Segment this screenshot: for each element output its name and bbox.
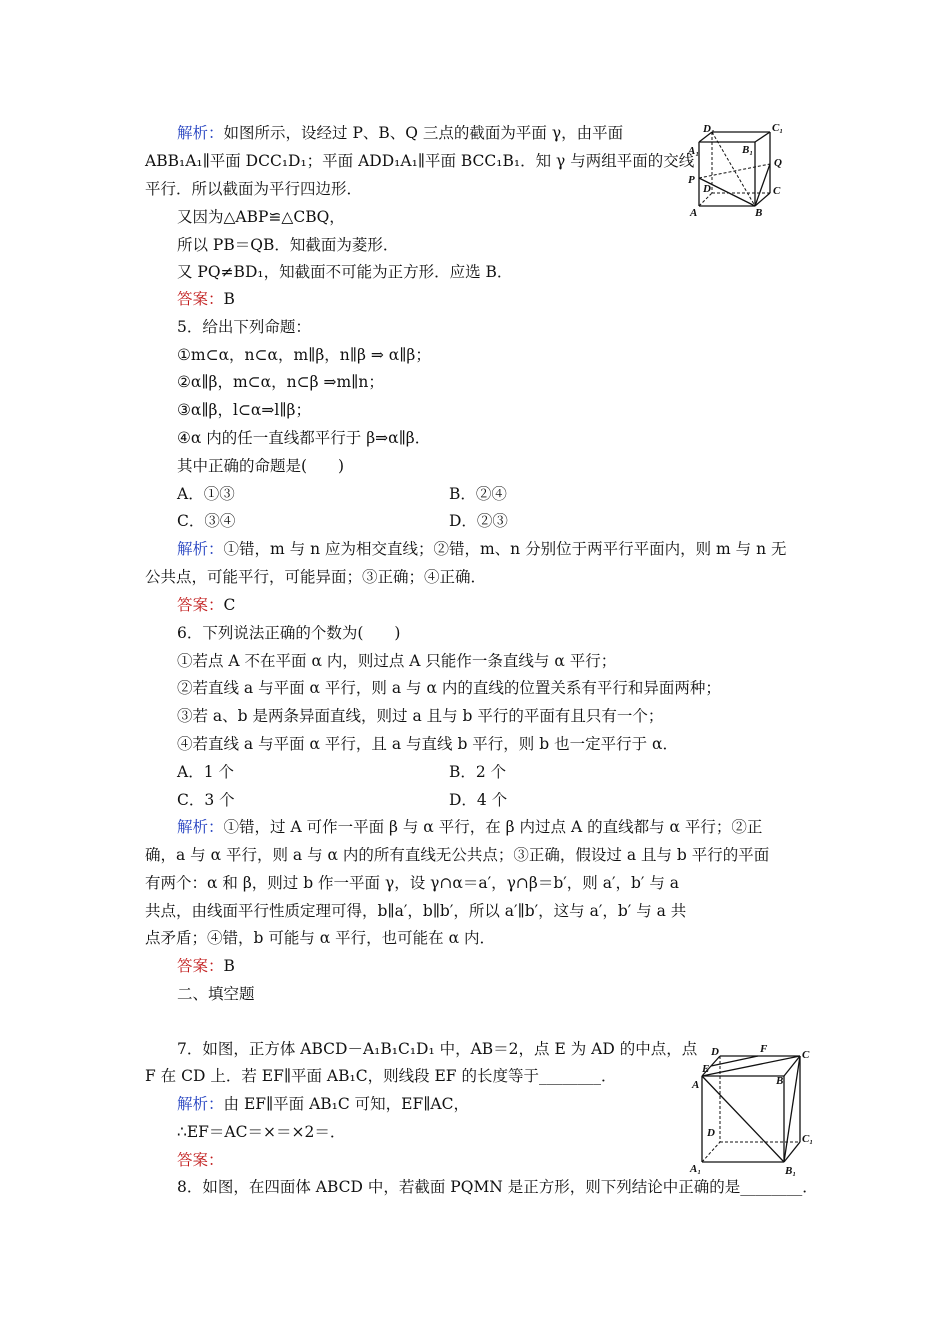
option-b: B．②④ xyxy=(449,485,507,503)
label-f: F xyxy=(760,1043,768,1055)
analysis-line: 确，a 与 α 平行，则 a 与 α 内的所有直线无公共点；③正确，假设过 a 且与 b 平行的平面 xyxy=(145,846,770,864)
label-q: Q xyxy=(774,157,782,169)
statement: ④若直线 a 与平面 α 平行，且 a 与直线 b 平行，则 b 也一定平行于 α． xyxy=(177,735,678,753)
analysis-label: 解析： xyxy=(177,540,224,558)
analysis-line: 有两个：α 和 β，则过 b 作一平面 γ，设 γ∩α＝a′，γ∩β＝b′，则 a′，b′ 与 a xyxy=(145,874,680,892)
label-b1: B₁ xyxy=(785,1165,797,1177)
answer-line xyxy=(177,289,235,309)
label-a1: A₁ xyxy=(690,1163,702,1175)
answer-value: C xyxy=(223,596,236,614)
analysis-line: 平行．所以截面为平行四边形． xyxy=(145,180,363,198)
label-c1: C₁ xyxy=(802,1133,814,1145)
section-heading: 二、填空题 xyxy=(177,985,255,1003)
question-stem: 8．如图，在四面体 ABCD 中，若截面 PQMN 是正方形，则下列结论中正确的是________． xyxy=(177,1178,818,1196)
proposition: ①m⊂α，n⊂α，m∥β，n∥β ⇒ α∥β； xyxy=(177,346,431,364)
analysis-text: ①错，m 与 n 应为相交直线；②错，m、n 分别位于两平行平面内，则 m 与 n 无 xyxy=(223,540,787,558)
question-stem: F 在 CD 上．若 EF∥平面 AB₁C，则线段 EF 的长度等于________． xyxy=(145,1067,617,1085)
answer-label: 答案： xyxy=(177,957,224,975)
option-c: C．③④ xyxy=(177,512,236,530)
question-ask: 其中正确的命题是( ) xyxy=(177,457,345,475)
answer-label: 答案： xyxy=(177,1151,224,1169)
label-d-lower: D xyxy=(707,1127,715,1139)
question-stem: 6．下列说法正确的个数为( ) xyxy=(177,624,401,642)
cube-section-figure xyxy=(686,120,796,220)
analysis-text: 由 EF∥平面 AB₁C 可知，EF∥AC， xyxy=(223,1095,469,1113)
label-a1: A₁ xyxy=(688,145,700,157)
answer-line xyxy=(177,956,235,976)
option-a: A．①③ xyxy=(177,485,235,503)
option-d: D．②③ xyxy=(449,512,508,530)
analysis-line xyxy=(177,123,623,143)
option-a: A．1 个 xyxy=(177,763,234,781)
analysis-label: 解析： xyxy=(177,818,224,836)
cube-ef-figure xyxy=(688,1040,818,1180)
analysis-line: ∴EF＝AC＝×＝×2＝． xyxy=(177,1123,346,1141)
answer-value: B xyxy=(223,290,235,308)
option-c: C．3 个 xyxy=(177,791,235,809)
label-c: C xyxy=(802,1049,810,1061)
proposition: ②α∥β，m⊂α，n⊂β ⇒m∥n； xyxy=(177,373,384,391)
proposition: ③α∥β，l⊂α⇒l∥β； xyxy=(177,401,311,419)
analysis-label: 解析： xyxy=(177,124,224,142)
analysis-line: 点矛盾；④错，b 可能与 α 平行，也可能在 α 内． xyxy=(145,929,495,947)
label-a: A xyxy=(690,207,698,219)
answer-label: 答案： xyxy=(177,596,224,614)
analysis-text: 如图所示，设经过 P、B、Q 三点的截面为平面 γ，由平面 xyxy=(223,124,624,142)
answer-line xyxy=(177,595,235,615)
label-c1: C₁ xyxy=(772,122,784,134)
label-e: E xyxy=(702,1063,710,1075)
analysis-line: 共点，由线面平行性质定理可得，b∥a′，b∥b′，所以 a′∥b′，这与 a′，b′ 与 a 共 xyxy=(145,902,687,920)
statement: ①若点 A 不在平面 α 内，则过点 A 只能作一条直线与 α 平行； xyxy=(177,652,617,670)
label-b: B xyxy=(776,1075,784,1087)
label-a: A xyxy=(692,1079,700,1091)
text-line: 又 PQ≠BD₁，知截面不可能为正方形．应选 B． xyxy=(177,263,513,281)
label-d1: D₁ xyxy=(703,123,715,135)
analysis-line: ABB₁A₁∥平面 DCC₁D₁；平面 ADD₁A₁∥平面 BCC₁B₁．知 γ 与两组平面的交线 xyxy=(145,152,695,170)
analysis-line xyxy=(177,817,762,837)
question-stem: 5．给出下列命题： xyxy=(177,318,311,336)
analysis-label: 解析： xyxy=(177,1095,224,1113)
answer-label: 答案： xyxy=(177,290,224,308)
answer-value: B xyxy=(223,957,235,975)
statement: ③若 a、b 是两条异面直线，则过 a 且与 b 平行的平面有且只有一个； xyxy=(177,707,664,725)
analysis-line: 公共点，可能平行，可能异面；③正确；④正确． xyxy=(145,568,487,586)
analysis-line xyxy=(177,1094,469,1114)
label-d: D xyxy=(711,1046,719,1058)
label-c: C xyxy=(773,185,781,197)
option-b: B．2 个 xyxy=(449,763,507,781)
option-d: D．4 个 xyxy=(449,791,508,809)
proposition: ④α 内的任一直线都平行于 β⇒α∥β． xyxy=(177,429,431,447)
analysis-text: ①错，过 A 可作一平面 β 与 α 平行，在 β 内过点 A 的直线都与 α 平行；②正 xyxy=(223,818,763,836)
answer-line xyxy=(177,1150,224,1170)
text-line: 又因为△ABP≌△CBQ， xyxy=(177,208,345,226)
statement: ②若直线 a 与平面 α 平行，则 a 与 α 内的直线的位置关系有平行和异面两种； xyxy=(177,679,721,697)
label-b: B xyxy=(755,207,763,219)
label-p: P xyxy=(688,174,695,186)
question-stem: 7．如图，正方体 ABCD－A₁B₁C₁D₁ 中，AB＝2，点 E 为 AD 的中点，点 xyxy=(177,1040,698,1058)
analysis-line xyxy=(177,539,786,559)
text-line: 所以 PB＝QB．知截面为菱形． xyxy=(177,236,399,254)
label-b1: B₁ xyxy=(742,144,754,156)
label-d: D xyxy=(703,183,711,195)
